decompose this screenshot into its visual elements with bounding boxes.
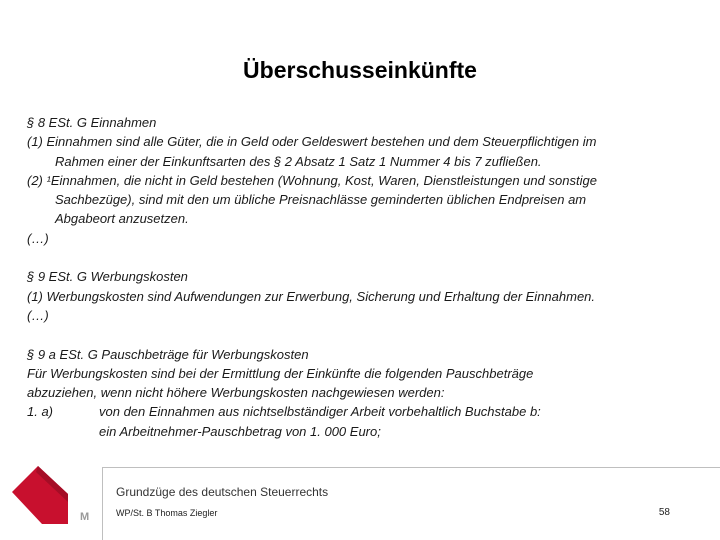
item-number: 1. a) [27, 404, 54, 420]
footer-vertical-divider [102, 467, 103, 540]
paragraph-8-2-cont: Sachbezüge), sind mit den um übliche Preisnachlässe geminderten üblichen Endpreisen am [55, 192, 587, 208]
section-heading-9a: § 9 a ESt. G Pauschbeträge für Werbungskosten [27, 346, 309, 362]
paragraph-9a-intro: Für Werbungskosten sind bei der Ermittlung der Einkünfte die folgenden Pauschbeträge [27, 365, 534, 381]
paragraph-8-2: (2) ¹Einnahmen, die nicht in Geld bestehen (Wohnung, Kost, Waren, Dienstleistungen und sonstige [27, 172, 597, 188]
section-heading-8: § 8 ESt. G Einnahmen [27, 115, 157, 130]
ellipsis-9: (…) [27, 307, 49, 323]
paragraph-9a-item-cont: ein Arbeitnehmer-Pauschbetrag von 1. 000 Euro; [99, 423, 381, 439]
paragraph-8-1: (1) Einnahmen sind alle Güter, die in Geld oder Geldeswert bestehen und dem Steuerpflichtigen im [27, 134, 597, 150]
ellipsis-8: (…) [27, 230, 49, 246]
paragraph-8-2-cont: Abgabeort anzusetzen. [55, 211, 189, 227]
course-title: Grundzüge des deutschen Steuerrechts [116, 485, 329, 499]
statute-text [27, 113, 697, 441]
paragraph-8-1-cont: Rahmen einer der Einkunftsarten des § 2 Absatz 1 Satz 1 Nummer 4 bis 7 zufließen. [55, 153, 542, 169]
section-heading-9: § 9 ESt. G Werbungskosten [27, 269, 188, 285]
item-text: von den Einnahmen aus nichtselbständiger Arbeit vorbehaltlich Buchstabe b: [99, 404, 541, 420]
author-name: WP/St. B Thomas Ziegler [116, 508, 218, 518]
page-title: Überschusseinkünfte [243, 57, 477, 83]
logo-letter: M [80, 511, 90, 523]
footer-divider [102, 467, 720, 468]
paragraph-9a-item [27, 402, 697, 421]
paragraph-9-1: (1) Werbungskosten sind Aufwendungen zur Erwerbung, Sicherung und Erhaltung der Einnahmen. [27, 288, 596, 304]
paragraph-9a-intro-cont: abzuziehen, wenn nicht höhere Werbungskosten nachgewiesen werden: [27, 385, 445, 401]
university-logo [8, 462, 100, 540]
page-number: 58 [658, 507, 670, 518]
